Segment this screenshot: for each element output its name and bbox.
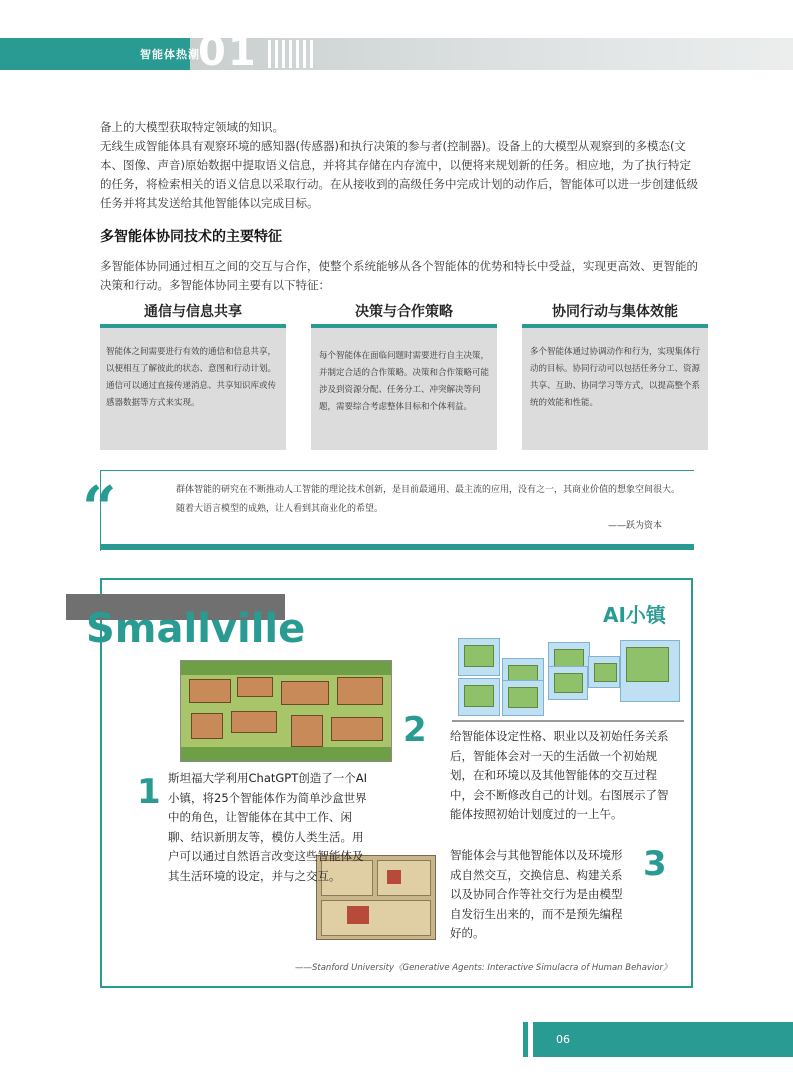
- feature-title: 通信与信息共享: [144, 304, 242, 320]
- smallville-title: Smallville: [86, 606, 306, 652]
- footer-band: [533, 1022, 793, 1057]
- timeline-axis: [452, 720, 684, 722]
- header-chapter-number: 01: [198, 29, 258, 75]
- step-number: 2: [403, 710, 427, 750]
- section-title: 多智能体协同技术的主要特征: [100, 229, 282, 245]
- feature-box-decision: [311, 300, 497, 450]
- image-credit: ——Stanford University《Generative Agents: Interactive Simulacra of Human Behavior》: [295, 963, 672, 973]
- feature-text: 智能体之间需要进行有效的通信和信息共享，以便相互了解彼此的状态、意图和行动计划。通信可以通过直接传递消息、共享知识库或传感器数据等方式来实现。: [100, 328, 286, 450]
- feature-title: 决策与合作策略: [355, 304, 453, 320]
- feature-title: 协同行动与集体效能: [552, 304, 678, 320]
- quote-underline: [100, 544, 694, 550]
- feature-text: 每个智能体在面临问题时需要进行自主决策，并制定合适的合作策略。决策和合作策略可能涉及到资源分配、任务分工、冲突解决等问题，需要综合考虑整体目标和个体利益。: [311, 328, 497, 450]
- feature-text: 多个智能体通过协调动作和行为，实现集体行动的目标。协同行动可以包括任务分工、资源共享、互助、协同学习等方式，以提高整个系统的效能和性能。: [522, 328, 708, 450]
- step-text: 给智能体设定性格、职业以及初始任务关系后，智能体会对一天的生活做一个初始规划，在和环境以及其他智能体的交互过程中，会不断修改自己的计划。右图展示了智能体按照初始计划度过的一上午。: [450, 729, 669, 821]
- feature-box-communication: [100, 300, 286, 450]
- quote-text: 群体智能的研究在不断推动人工智能的理论技术创新，是目前最通用、最主流的应用，没有之一，其商业价值的想象空间很大。随着大语言模型的成熟，让人看到其商业化的希望。: [176, 485, 681, 514]
- step-text: 智能体会与其他智能体以及环境形成自然交互，交换信息、构建关系以及协同合作等社交行为是由模型自发衍生出来的，而不是预先编程好的。: [450, 848, 623, 940]
- town-map-image: [180, 660, 392, 762]
- paragraph-intro: 备上的大模型获取特定领域的知识。: [100, 120, 284, 134]
- paragraph-collab: 多智能体协同通过相互之间的交互与合作，使整个系统能够从各个智能体的优势和特长中受益，实现更高效、更智能的决策和行动。多智能体协同主要有以下特征：: [100, 259, 698, 292]
- quote-mark-icon: “: [82, 474, 117, 544]
- quote-source: ——跃为资本: [608, 521, 663, 531]
- smallville-subtitle: AI小镇: [603, 603, 666, 627]
- footer-accent-bar: [523, 1022, 528, 1057]
- agent-schedule-image: [452, 630, 684, 718]
- header-label: 智能体热潮: [140, 48, 200, 61]
- header-decor-bars: [268, 40, 317, 68]
- page-number: 06: [556, 1033, 570, 1046]
- step-text: 斯坦福大学利用ChatGPT创造了一个AI小镇，将25个智能体作为简单沙盒世界中的角色，让智能体在其中工作、闲聊、结识新朋友等，模仿人类生活。用户可以通过自然语言改变这些智能体及其生活环境的设定，并与之交互。: [168, 771, 368, 883]
- feature-box-collective: [522, 300, 708, 450]
- step-number: 1: [137, 772, 161, 812]
- step-number: 3: [643, 844, 667, 884]
- paragraph-agents: 无线生成智能体具有观察环境的感知器(传感器)和执行决策的参与者(控制器)。设备上的大模型从观察到的多模态(文本、图像、声音)原始数据中提取语义信息，并将其存储在内存流中，以便将来规划新的任务。相应地，为了执行特定的任务，将检索相关的语义信息以采取行动。在从接收到的高级任务中完成计划的动作后，智能体可以进一步创建低级任务并将其发送给其他智能体以完成目标。: [100, 139, 698, 210]
